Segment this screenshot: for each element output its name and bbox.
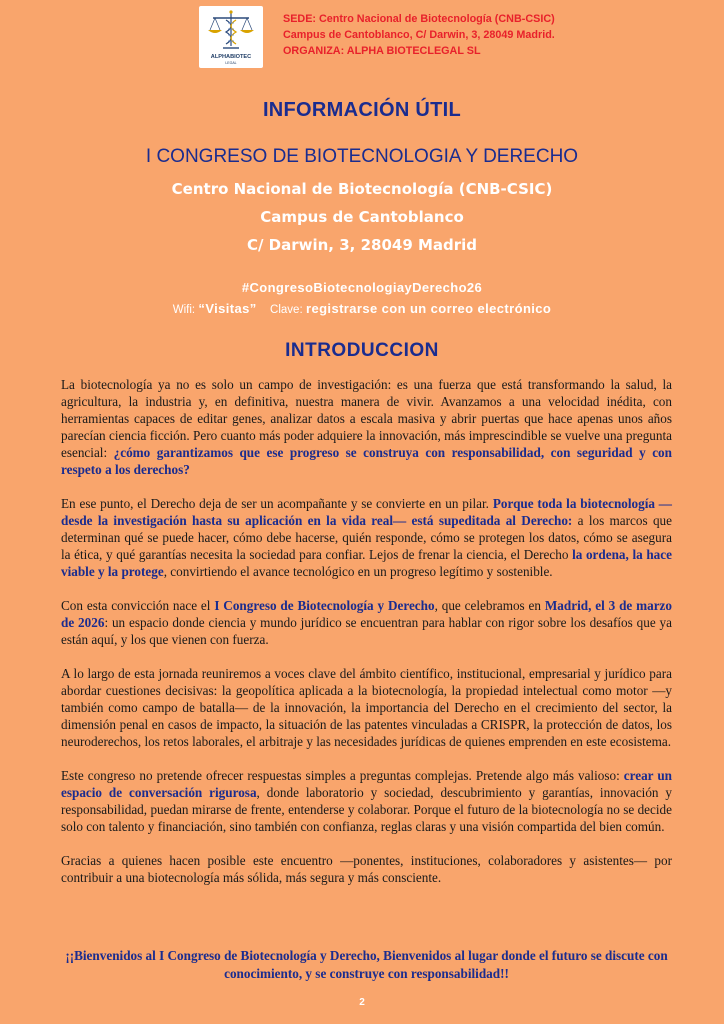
logo-subtitle: LEGAL <box>225 61 237 65</box>
venue-campus: Campus de Cantoblanco <box>260 208 464 226</box>
wifi-info <box>0 301 724 316</box>
wifi-network: “Visitas” <box>198 301 257 316</box>
wifi-key-label: Clave: <box>270 304 303 316</box>
paragraph-5 <box>61 767 672 835</box>
logo-name: ALPHABIOTEC <box>210 54 252 60</box>
paragraph-5-text-a: Este congreso no pretende ofrecer respuestas simples a preguntas complejas. Pretende algo más valioso: <box>61 768 624 783</box>
wifi-label: Wifi: <box>172 304 196 316</box>
venue-center: Centro Nacional de Biotecnología (CNB-CSIC) <box>171 180 553 198</box>
paragraph-3-date: Madrid, el 3 de marzo de 2026 <box>61 598 672 630</box>
header-info <box>283 11 555 59</box>
event-hashtag: #CongresoBiotecnologiayDerecho26 <box>241 280 483 295</box>
header-address: Campus de Cantoblanco, C/ Darwin, 3, 28049 Madrid. <box>283 29 555 41</box>
paragraph-5-highlight: crear un espacio de conversación rigurosa <box>61 768 672 800</box>
page-title: INFORMACIÓN ÚTIL <box>262 99 462 121</box>
paragraph-3-text-a: Con esta convicción nace el <box>61 598 215 613</box>
paragraph-3-text-c: : un espacio donde ciencia y mundo jurídico se encuentran para hablar con rigor sobre los desafíos que ya están aquí, y los que vienen con fuerza. <box>61 615 672 647</box>
paragraph-3 <box>61 597 672 648</box>
paragraph-2 <box>61 495 672 580</box>
paragraph-3-congress-name: I Congreso de Biotecnología y Derecho <box>214 598 435 613</box>
alphabiotec-logo <box>199 6 263 68</box>
intro-body <box>61 376 672 903</box>
paragraph-2-text-c: , convirtiendo el avance tecnológico en un progreso legítimo y sostenible. <box>163 564 553 579</box>
welcome-message: ¡¡Bienvenidos al I Congreso de Biotecnología y Derecho, Bienvenidos al lugar donde el futuro se discute con conocimiento, y se construye con responsabilidad!! <box>65 948 668 981</box>
page-number: 2 <box>359 997 365 1008</box>
paragraph-1-question: ¿cómo garantizamos que ese progreso se construya con responsabilidad, con seguridad y con respeto a los derechos? <box>61 445 672 477</box>
venue-address: C/ Darwin, 3, 28049 Madrid <box>246 236 478 254</box>
paragraph-2-highlight-b: la ordena, la hace viable y la protege <box>61 547 672 579</box>
header-organizer: ORGANIZA: ALPHA BIOTECLEGAL SL <box>283 45 481 57</box>
paragraph-6: Gracias a quienes hacen posible este encuentro —ponentes, instituciones, colaboradores y asistentes— por contribuir a una biotecnología más sólida, más segura y más consciente. <box>61 853 672 885</box>
wifi-key-value: registrarse con un correo electrónico <box>306 301 552 316</box>
paragraph-3-text-b: , que celebramos en <box>434 598 545 613</box>
paragraph-1-text: La biotecnología ya no es solo un campo de investigación: es una fuerza que está transformando la salud, la agricultura, la industria y, en definitiva, nuestra manera de vivir. Avanzamos a una velocidad inédita, con herramientas capaces de editar genes, analizar datos a escala masiva y abrir puertas que hace apenas unos años parecían ciencia ficción. Pero cuanto más poder adquiere la innovación, más imprescindible se vuelve una pregunta esencial: <box>61 377 672 460</box>
paragraph-5-text-b: , donde laboratorio y sociedad, descubrimiento y garantías, innovación y responsabilidad, puedan mirarse de frente, entenderse y colaborar. Porque el futuro de la biotecnología no se decide solo con talento y financiación, sino también con confianza, reglas claras y una visión compartida del bien común. <box>61 785 673 834</box>
paragraph-2-highlight-a: Porque toda la biotecnología —desde la investigación hasta su aplicación en la vida real— está supeditada al Derecho: <box>61 496 672 528</box>
paragraph-4: A lo largo de esta jornada reuniremos a voces clave del ámbito científico, institucional, empresarial y jurídico para abordar cuestiones decisivas: la geopolítica aplicada a la biotecnología, la propiedad intelectual como motor —y también como campo de batalla— de la innovación, la importancia del Derecho en el crecimiento del sector, la dimensión penal en casos de impacto, la situación de las patentes vinculadas a CRISPR, la protección de datos, los neuroderechos, los retos laborales, el arbitraje y las necesidades jurídicas de quienes emprenden en este ecosistema. <box>61 666 672 749</box>
congress-title: I CONGRESO DE BIOTECNOLOGIA Y DERECHO <box>145 146 579 167</box>
paragraph-1 <box>61 376 672 478</box>
intro-heading: INTRODUCCION <box>285 340 439 361</box>
paragraph-2-text-b: a los marcos que determinan qué se puede hacer, cómo debe hacerse, quién responde, cómo se protegen los datos, cómo se asegura la ética, y qué garantías necesita la sociedad para confiar. Lejos de frenar la ciencia, el Derecho <box>61 513 672 562</box>
paragraph-2-text-a: En ese punto, el Derecho deja de ser un acompañante y se convierte en un pilar. <box>61 496 493 511</box>
header-sede: SEDE: Centro Nacional de Biotecnología (CNB-CSIC) <box>283 13 555 25</box>
dna-scale-icon <box>199 6 263 54</box>
